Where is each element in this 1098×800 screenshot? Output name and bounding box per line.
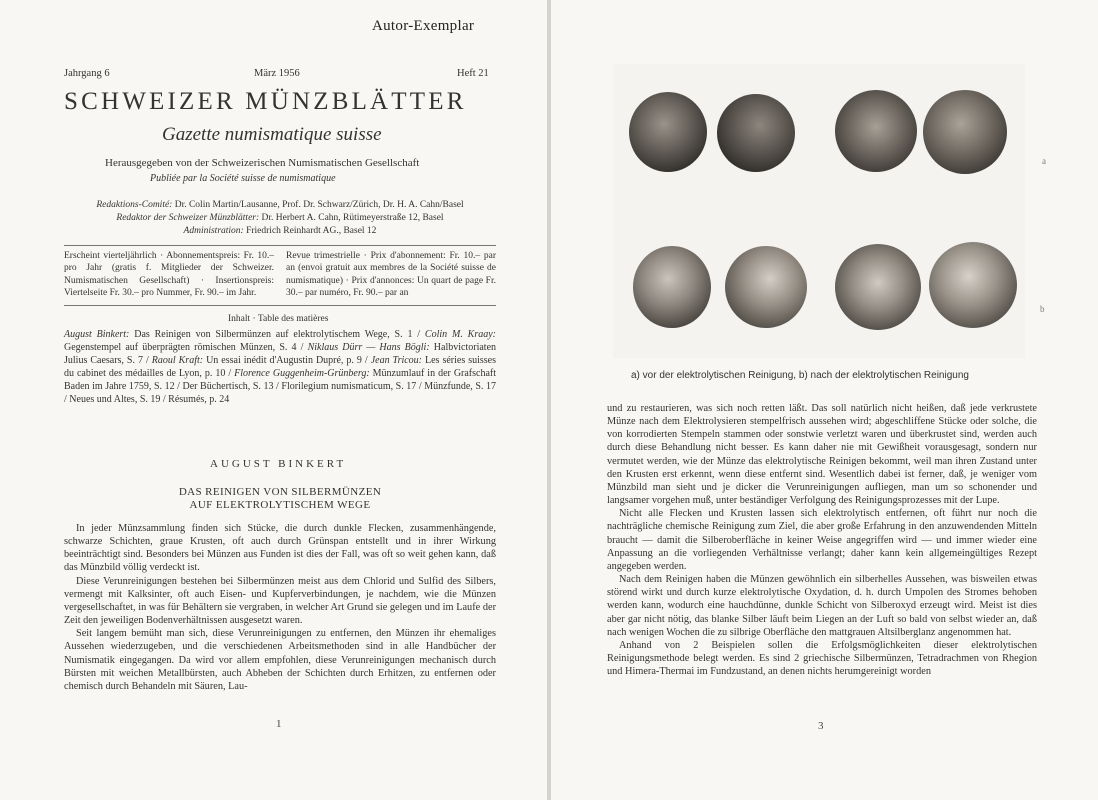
- issue-number: Heft 21: [457, 68, 489, 79]
- body-paragraph: Nach dem Reinigen haben die Münzen gewöhnlich ein silberhelles Aussehen, was bisweilen etwas störend wirkt und durch kurze elektrolytische Oxydation, d. h. durch Umpolen des Stromes behoben werden kann, wodurch eine hauchdünne, dunkle Schicht von Silberoxyd erzeugt wird. Meist ist dies aber gar nicht nötig, das blanke Silber läuft beim Liegen an der Luft so bald von selbst wieder an, daß nach wenigen Wochen die zu silbrige Oberfläche den mattgrauen Altsilberglanz angenommen hat.: [607, 574, 1037, 638]
- coin-plate-photo: [613, 64, 1025, 358]
- page-number: 3: [818, 720, 824, 732]
- masthead-title: SCHWEIZER MÜNZBLÄTTER: [64, 88, 467, 115]
- body-paragraph: und zu restaurieren, was sich noch retten läßt. Das soll natürlich nicht heißen, daß jede verkrustete Münze nach dem Elektrolysieren stempelfrisch aussehen wird; abgeschliffene Stücke oder solche, die von korrodierten Stempeln stammen oder sonstwie verletzt waren und überkrustet sind, werden auch durch diese Behandlung nicht besser. Es kann daher nie mit Gewißheit vorausgesagt, sondern nur vermutet werden, wie der Münze das elektrolytische Reinigen bekommt, weil man ihren Zustand unter den Krusten erst erkennt, wenn diese entfernt sind. Wesentlich dabei ist ferner, daß, je weniger vom Münzbild man sieht und je dicker die Verunreinigungen aufliegen, man um so schonender und langsamer vorgehen muß, unter beständiger Verfolgung des Reinigungsprozesses mit der Lupe.: [607, 403, 1037, 507]
- toc-heading: Inhalt · Table des matières: [228, 314, 329, 324]
- admin-label: Administration:: [183, 226, 244, 236]
- admin-text: Friedrich Reinhardt AG., Basel 12: [243, 226, 377, 236]
- article-body: [64, 522, 496, 693]
- toc-author: Raoul Kraft:: [151, 355, 204, 367]
- article-title-line: DAS REINIGEN VON SILBERMÜNZEN: [178, 486, 382, 498]
- right-page: [551, 0, 1098, 800]
- toc-entry: Münzumlauf in der Grafschaft Baden im Jahre 1759, S. 12 / Der Büchertisch, S. 13 / Florilegium numismaticum, S. 17 / Münzfunde, S. 17 / Neues und Altes, S. 19 / Résumés, p. 24: [64, 368, 497, 406]
- volume-label: Jahrgang 6: [64, 68, 110, 79]
- divider: [64, 245, 496, 246]
- editor-label: Redaktor der Schweizer Münzblätter:: [116, 213, 260, 223]
- toc-entry: Das Reinigen von Silbermünzen auf elektrolytischem Wege, S. 1 /: [129, 329, 425, 340]
- body-paragraph: Nicht alle Flecken und Krusten lassen sich elektrolytisch entfernen, oft führt nur noch die nachträgliche chemische Reinigung zum Ziel, die aber große Erfahrung in den anzuwendenden Mitteln braucht — damit die Silberoberfläche in keiner Weise angegriffen wird — und immer wieder eine Anpassung an die vorliegenden Verhältnisse verlangt; daher kann kein allgemeingültiges Rezept angegeben werden.: [607, 508, 1037, 572]
- toc-entry: Les séries suisses du cabinet des médailles de Lyon, p. 10 /: [64, 355, 496, 380]
- toc-entry: Gegenstempel auf überprägten römischen Münzen, S. 4 /: [64, 342, 308, 354]
- body-paragraph: Anhand von 2 Beispielen sollen die Erfolgsmöglichkeiten dieser elektrolytischen Reinigungsmethode belegt werden. Es sind 2 griechische Silbermünzen, Tetradrachmen von Rhegion und Himera-Thermai im Fundzustand, an denen nichts herumgereinigt worden: [607, 639, 1037, 678]
- administration-line: [75, 226, 485, 236]
- left-page: [0, 0, 547, 800]
- coin-himera-reverse-after: [929, 242, 1017, 328]
- publisher-german: Herausgegeben von der Schweizerischen Numismatischen Gesellschaft: [105, 157, 420, 169]
- article-title-line: AUF ELEKTROLYTISCHEM WEGE: [189, 499, 371, 511]
- subscription-french: Revue trimestrielle · Prix d'abonnement: Fr. 10.– par an (envoi gratuit aux membres de la Société suisse de numismatique) · Prix d'annonces: Un quart de page Fr. 30.– par numéro, Fr. 90.– par an: [286, 251, 496, 299]
- committee-line: [75, 200, 485, 210]
- body-paragraph: Seit langem bemüht man sich, diese Verunreinigungen zu entfernen, den Münzen ihr ehemaliges Aussehen wiederzugeben, und die verschiedenen Arbeitsmethoden sind in alle Handbücher der Numismatik eingegangen. Da wird vor allem empfohlen, diese Verunreinigungen mechanisch durch Bürsten mit weichen Metallbürsten, auch Abheben der Schichten durch Erhitzen, zu entfernen oder chemisch durch Behandeln mit Säuren, Lau-: [64, 628, 496, 692]
- coin-rhegion-obverse-before: [629, 92, 707, 172]
- body-paragraph: In jeder Münzsammlung finden sich Stücke, die durch dunkle Flecken, zusammenhängende, schwarze Schichten, graue Krusten, oft auch durch Grünspan entstellt und in ihrer Wirkung beeinträchtigt sind. Besonders bei Münzen aus Funden ist dies der Fall, was oft so weit gehen kann, daß das Münzbild völlig verdeckt ist.: [64, 523, 496, 574]
- article-body-continued: [607, 402, 1037, 678]
- issue-date: März 1956: [254, 68, 300, 79]
- body-paragraph: Diese Verunreinigungen bestehen bei Silbermünzen meist aus dem Chlorid und Sulfid des Silbers, vermengt mit Kalksinter, oft auch Eisen- und Kupferverbindungen, je nachdem, wie die Münzen vergesellschaftet, in was für Behältern sie vergraben, in welcher Art Grund sie gelegen und im Laufe der Zeit den jeweiligen Bodenverhältnissen ausgesetzt waren.: [64, 575, 496, 627]
- divider: [64, 305, 496, 306]
- coin-rhegion-reverse-after: [725, 246, 807, 328]
- article-author: AUGUST BINKERT: [210, 458, 347, 470]
- toc-entry: Halbvictoriaten Julius Caesars, S. 7 /: [64, 342, 497, 367]
- editor-line: [75, 213, 485, 223]
- toc-author: August Binkert:: [64, 329, 130, 340]
- toc-author: Jean Tricou:: [370, 355, 423, 367]
- coin-himera-obverse-before: [835, 90, 917, 172]
- article-title: [170, 486, 390, 512]
- toc-author: Colin M. Kraay:: [424, 329, 496, 340]
- coin-rhegion-obverse-after: [633, 246, 711, 328]
- coin-rhegion-reverse-before: [717, 94, 795, 172]
- row-label-b: b: [1040, 304, 1045, 314]
- masthead-subtitle: Gazette numismatique suisse: [162, 124, 382, 145]
- subscription-german: Erscheint vierteljährlich · Abonnementspreis: Fr. 10.– pro Jahr (gratis f. Mitglieder der Schweizer. Numismatischen Gesellschaft) · Insertionspreis: Viertelseite Fr. 30.– pro Nummer, Fr. 90.– im Jahr.: [64, 251, 274, 299]
- publisher-french: Publiée par la Société suisse de numismatique: [150, 173, 336, 184]
- committee-label: Redaktions-Comité:: [96, 200, 173, 210]
- toc-author: Florence Guggenheim-Grünberg:: [234, 368, 370, 380]
- row-label-a: a: [1042, 156, 1046, 166]
- table-of-contents: [64, 328, 496, 407]
- committee-text: Dr. Colin Martin/Lausanne, Prof. Dr. Schwarz/Zürich, Dr. H. A. Cahn/Basel: [172, 200, 464, 210]
- coin-himera-reverse-before: [923, 90, 1007, 174]
- toc-entry: Un essai inédit d'Augustin Dupré, p. 9 /: [203, 355, 371, 367]
- toc-author: Niklaus Dürr — Hans Bögli:: [307, 342, 430, 354]
- plate-caption: a) vor der elektrolytischen Reinigung, b) nach der elektrolytischen Reinigung: [631, 370, 969, 381]
- editor-text: Dr. Herbert A. Cahn, Rütimeyerstraße 12, Basel: [259, 213, 444, 223]
- author-copy-stamp: Autor-Exemplar: [372, 18, 475, 34]
- coin-himera-obverse-after: [835, 244, 921, 330]
- page-number: 1: [276, 718, 282, 730]
